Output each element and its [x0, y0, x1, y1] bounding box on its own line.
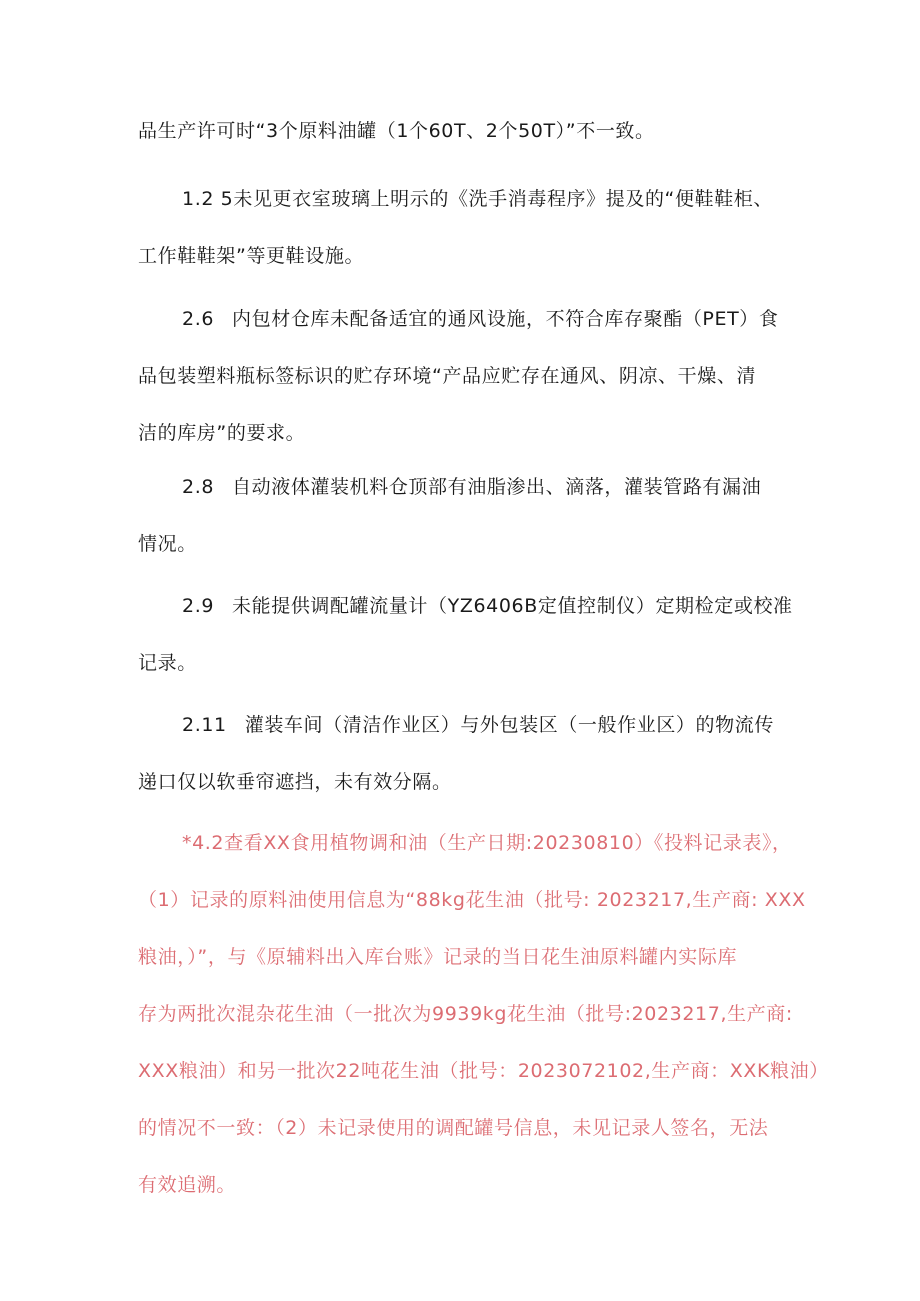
item-number: 2.6: [182, 308, 215, 330]
text-line: 存为两批次混杂花生油（一批次为9939kg花生油（批号:2023217,生产商:: [138, 1003, 793, 1025]
text-line: 洁的库房”的要求。: [138, 422, 306, 444]
text-line: *4.2查看XX食用植物调和油（生产日期:20230810）《投料记录表》，: [182, 832, 792, 854]
text-line: XXX粮油）和另一批次22吨花生油（批号：2023072102,生产商：XXK粮油）: [138, 1060, 829, 1082]
text-line: 工作鞋鞋架”等更鞋设施。: [138, 245, 365, 267]
text-line: 品包装塑料瓶标签标识的贮存环境“产品应贮存在通风、阴凉、干燥、清: [138, 365, 757, 387]
text-line: 情况。: [138, 533, 197, 555]
paragraph-item-2-8: [138, 459, 798, 573]
text-line: 粮油，）”，与《原辅料出入库台账》记录的当日花生油原料罐内实际库: [138, 946, 738, 968]
paragraph-item-2-9: [138, 578, 798, 692]
text-segment: 灌装车间（清洁作业区）与外包装区（一般作业区）的物流传: [244, 714, 774, 736]
item-number: 2.8: [182, 476, 215, 498]
text-line: 有效追溯。: [138, 1174, 237, 1196]
item-number: 2.11: [182, 714, 227, 736]
text-segment: 内包材仓库未配备适宜的通风设施，不符合库存聚酯（PET）食: [232, 308, 779, 330]
paragraph-item-2-11: [138, 697, 798, 811]
text-line: 的情况不一致：（2）未记录使用的调配罐号信息，未见记录人签名，无法: [138, 1117, 769, 1139]
text-line: [138, 459, 798, 516]
item-number: 2.9: [182, 595, 215, 617]
paragraph-item-1-2-5: [138, 171, 798, 285]
paragraph-item-2-6: [138, 291, 798, 462]
text-segment: 自动液体灌装机料仓顶部有油脂渗出、滴落，灌装管路有漏油: [232, 476, 762, 498]
paragraph-item-4-2-highlighted: [138, 815, 829, 1214]
text-line: （1）记录的原料油使用信息为“88kg花生油（批号: 2023217,生产商: XXX: [138, 889, 806, 911]
text-line: [138, 697, 798, 754]
text-line: [138, 291, 798, 348]
paragraph-production-license: [138, 103, 798, 160]
text-line: 递口仅以软垂帘遮挡，未有效分隔。: [138, 771, 452, 793]
text-line: [138, 578, 798, 635]
text-line: 记录。: [138, 652, 197, 674]
text-segment: 未能提供调配罐流量计（YZ6406B定值控制仪）定期检定或校准: [232, 595, 793, 617]
text-line: 品生产许可时“3个原料油罐（1个60T、2个50T）”不一致。: [138, 120, 655, 142]
text-line: 1.2 5未见更衣室玻璃上明示的《洗手消毒程序》提及的“便鞋鞋柜、: [182, 188, 773, 210]
